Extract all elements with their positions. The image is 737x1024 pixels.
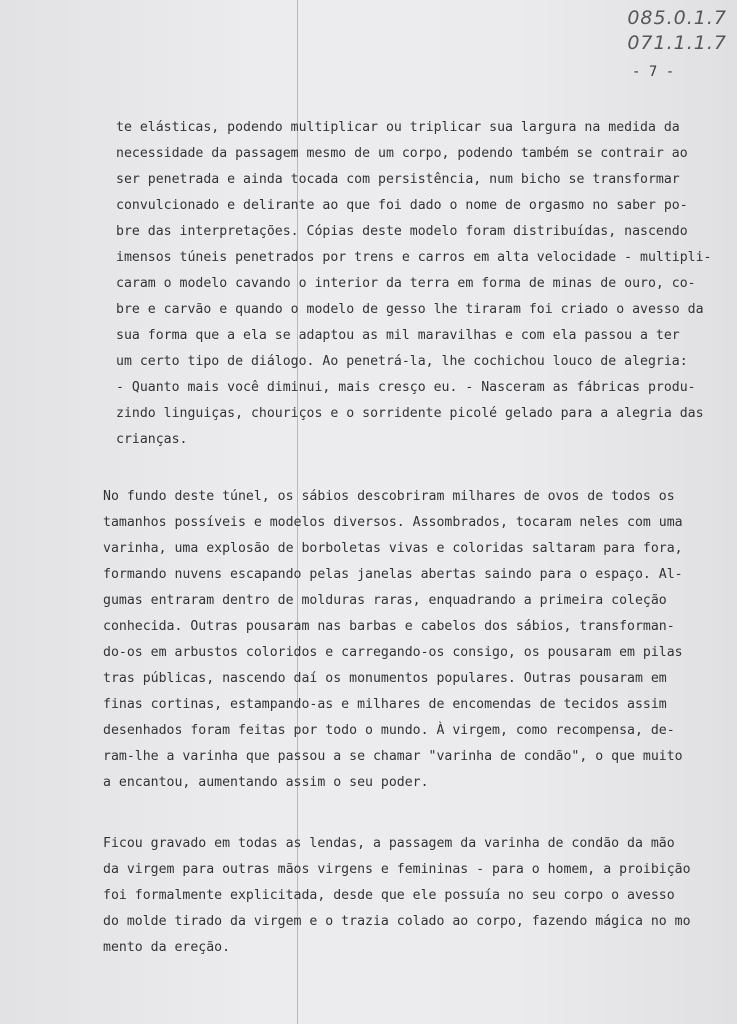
text-line: necessidade da passagem mesmo de um corpo, podendo também se contrair ao [116,146,688,161]
text-line: conhecida. Outras pousaram nas barbas e cabelos dos sábios, transforman- [103,619,675,634]
text-line: - Quanto mais você diminui, mais cresço eu. - Nasceram as fábricas produ- [116,380,696,395]
archive-code-1: 085.0.1.7 [627,7,727,29]
archive-codes [627,6,727,56]
text-line: da virgem para outras mãos virgens e femininas - para o homem, a proibição [103,862,691,877]
text-line: a encantou, aumentando assim o seu poder. [103,775,429,790]
text-line: bre das interpretações. Cópias deste modelo foram distribuídas, nascendo [116,224,688,239]
text-line: crianças. [116,432,188,447]
text-line: Ficou gravado em todas as lendas, a passagem da varinha de condão da mão [103,836,675,851]
text-line: desenhados foram feitas por todo o mundo. À virgem, como recompensa, de- [103,723,675,738]
paragraph-2 [103,484,703,796]
text-line: No fundo deste túnel, os sábios descobriram milhares de ovos de todos os [103,489,675,504]
page-number: - 7 - [632,64,675,80]
paragraph-3 [103,831,703,961]
text-line: tras públicas, nascendo daí os monumentos populares. Outras pousaram em [103,671,667,686]
text-line: tamanhos possíveis e modelos diversos. Assombrados, tocaram neles com uma [103,515,683,530]
text-line: do-os em arbustos coloridos e carregando-os consigo, os pousaram em pilas [103,645,683,660]
paragraph-1 [116,115,716,453]
text-line: sua forma que a ela se adaptou as mil maravilhas e com ela passou a ter [116,328,680,343]
text-line: caram o modelo cavando o interior da terra em forma de minas de ouro, co- [116,276,696,291]
text-line: varinha, uma explosão de borboletas vivas e coloridas saltaram para fora, [103,541,683,556]
text-line: bre e carvão e quando o modelo de gesso lhe tiraram foi criado o avesso da [116,302,704,317]
text-line: um certo tipo de diálogo. Ao penetrá-la, lhe cochichou louco de alegria: [116,354,688,369]
text-line: formando nuvens escapando pelas janelas abertas saindo para o espaço. Al- [103,567,683,582]
text-line: mento da ereção. [103,940,231,955]
text-line: gumas entraram dentro de molduras raras, enquadrando a primeira coleção [103,593,667,608]
text-line: foi formalmente explicitada, desde que ele possuía no seu corpo o avesso [103,888,675,903]
text-line: finas cortinas, estampando-as e milhares de encomendas de tecidos assim [103,697,667,712]
text-line: ser penetrada e ainda tocada com persistência, num bicho se transformar [116,172,680,187]
text-line: do molde tirado da virgem e o trazia colado ao corpo, fazendo mágica no mo [103,914,691,929]
text-line: zindo linguiças, chouriços e o sorridente picolé gelado para a alegria das [116,406,704,421]
text-line: imensos túneis penetrados por trens e carros em alta velocidade - multipli- [116,250,712,265]
text-line: convulcionado e delirante ao que foi dado o nome de orgasmo no saber po- [116,198,688,213]
text-line: te elásticas, podendo multiplicar ou triplicar sua largura na medida da [116,120,680,135]
text-line: ram-lhe a varinha que passou a se chamar "varinha de condão", o que muito [103,749,683,764]
archive-code-2: 071.1.1.7 [627,32,727,54]
